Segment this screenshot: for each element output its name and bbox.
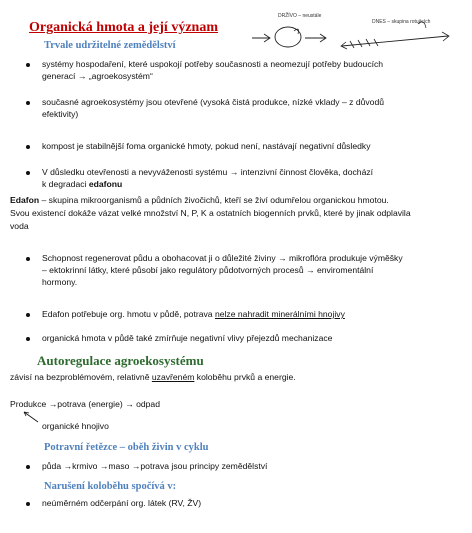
- list-item-line: V důsledku otevřenosti a nevyváženosti systému → intenzivní činnost člověka, dochází: [42, 167, 374, 177]
- list-item-line: – ektokrinní látky, které působí jako regulátory půdotvorných procesů → enviromentální: [42, 265, 374, 275]
- bullet-dot: [26, 171, 30, 175]
- page-title: Organická hmota a její význam: [29, 20, 218, 35]
- autoregulace-pre: závisí na bezproblémovém, relativně: [10, 372, 152, 382]
- edafon-text-line: voda: [10, 221, 29, 231]
- list-item-line: půda →krmivo →maso →potrava jsou principy zemědělství: [42, 461, 268, 471]
- autoregulace-text: [10, 371, 296, 383]
- list-item-line: kompost je stabilnější foma organické hmoty, pokud není, nastávají negativní důsledky: [42, 141, 371, 151]
- bullet-dot: [26, 465, 30, 469]
- section-heading-potravni: Potravní řetězce – oběh živin v cyklu: [44, 442, 209, 453]
- bullet-dot: [26, 63, 30, 67]
- list-item-line: současné agroekosystémy jsou otevřené (vysoká čistá produkce, nízké vklady – z důvodů: [42, 97, 385, 107]
- cycle-return-arrow: [18, 408, 42, 426]
- list-item-line: generací → „agroekosystém“: [42, 71, 153, 81]
- list-item-line: [42, 178, 122, 190]
- cycle-return-label: organické hnojivo: [42, 421, 109, 431]
- list-item-line: [42, 308, 345, 320]
- autoregulace-post: koloběhu prvků a energie.: [194, 372, 296, 382]
- list-item-line: organická hmota v půdě také zmírňuje negativní vlivy přejezdů mechanizace: [42, 333, 333, 343]
- list-item-text: Edafon potřebuje org. hmotu v půdě, potrava: [42, 309, 215, 319]
- bullet-dot: [26, 257, 30, 261]
- underlined-phrase: nelze nahradit minerálními hnojivy: [214, 309, 345, 319]
- sketch-right-label: DNES – skupina rotujících: [372, 19, 431, 25]
- section-heading-autoregulace: Autoregulace agroekosystému: [37, 353, 204, 368]
- hand-sketch: [250, 8, 460, 56]
- section-heading-naruseni: Narušení koloběhu spočívá v:: [44, 481, 177, 492]
- underlined-phrase: uzavřeném: [151, 372, 195, 382]
- list-item-line: systémy hospodaření, které uspokojí potřeby současnosti a neomezují potřeby budoucích: [42, 59, 384, 69]
- list-item-line: Schopnost regenerovat půdu a obohacovat ji o důležité živiny → mikroflóra produkuje výměšky: [42, 253, 403, 263]
- section-heading-trvale: Trvale udržitelné zemědělství: [44, 40, 176, 51]
- list-item-line: hormony.: [42, 277, 78, 287]
- edafon-text: – skupina mikroorganismů a půdních živočichů, kteří se živí odumřelou organickou hmotou.: [39, 195, 389, 205]
- edafon-term: Edafon: [10, 195, 40, 205]
- bullet-dot: [26, 502, 30, 506]
- sketch-left-label: DRŽÍVO – neustále: [278, 13, 322, 19]
- list-item-line: efektivity): [42, 109, 79, 119]
- edafonu-term: edafonu: [88, 179, 123, 189]
- list-item-line: neúměrném odčerpání org. látek (RV, ŽV): [42, 498, 202, 508]
- edafon-definition: [10, 194, 389, 206]
- bullet-dot: [26, 145, 30, 149]
- bullet-dot: [26, 313, 30, 317]
- bullet-dot: [26, 101, 30, 105]
- bullet-dot: [26, 337, 30, 341]
- cycle-line: Produkce →potrava (energie) → odpad: [10, 399, 160, 409]
- list-item-text: k degradaci: [42, 179, 87, 189]
- edafon-text-line: Svou existencí dokáže vázat velké množství N, P, K a ostatních biogenních prvků, které by jinak odplavila: [10, 208, 411, 218]
